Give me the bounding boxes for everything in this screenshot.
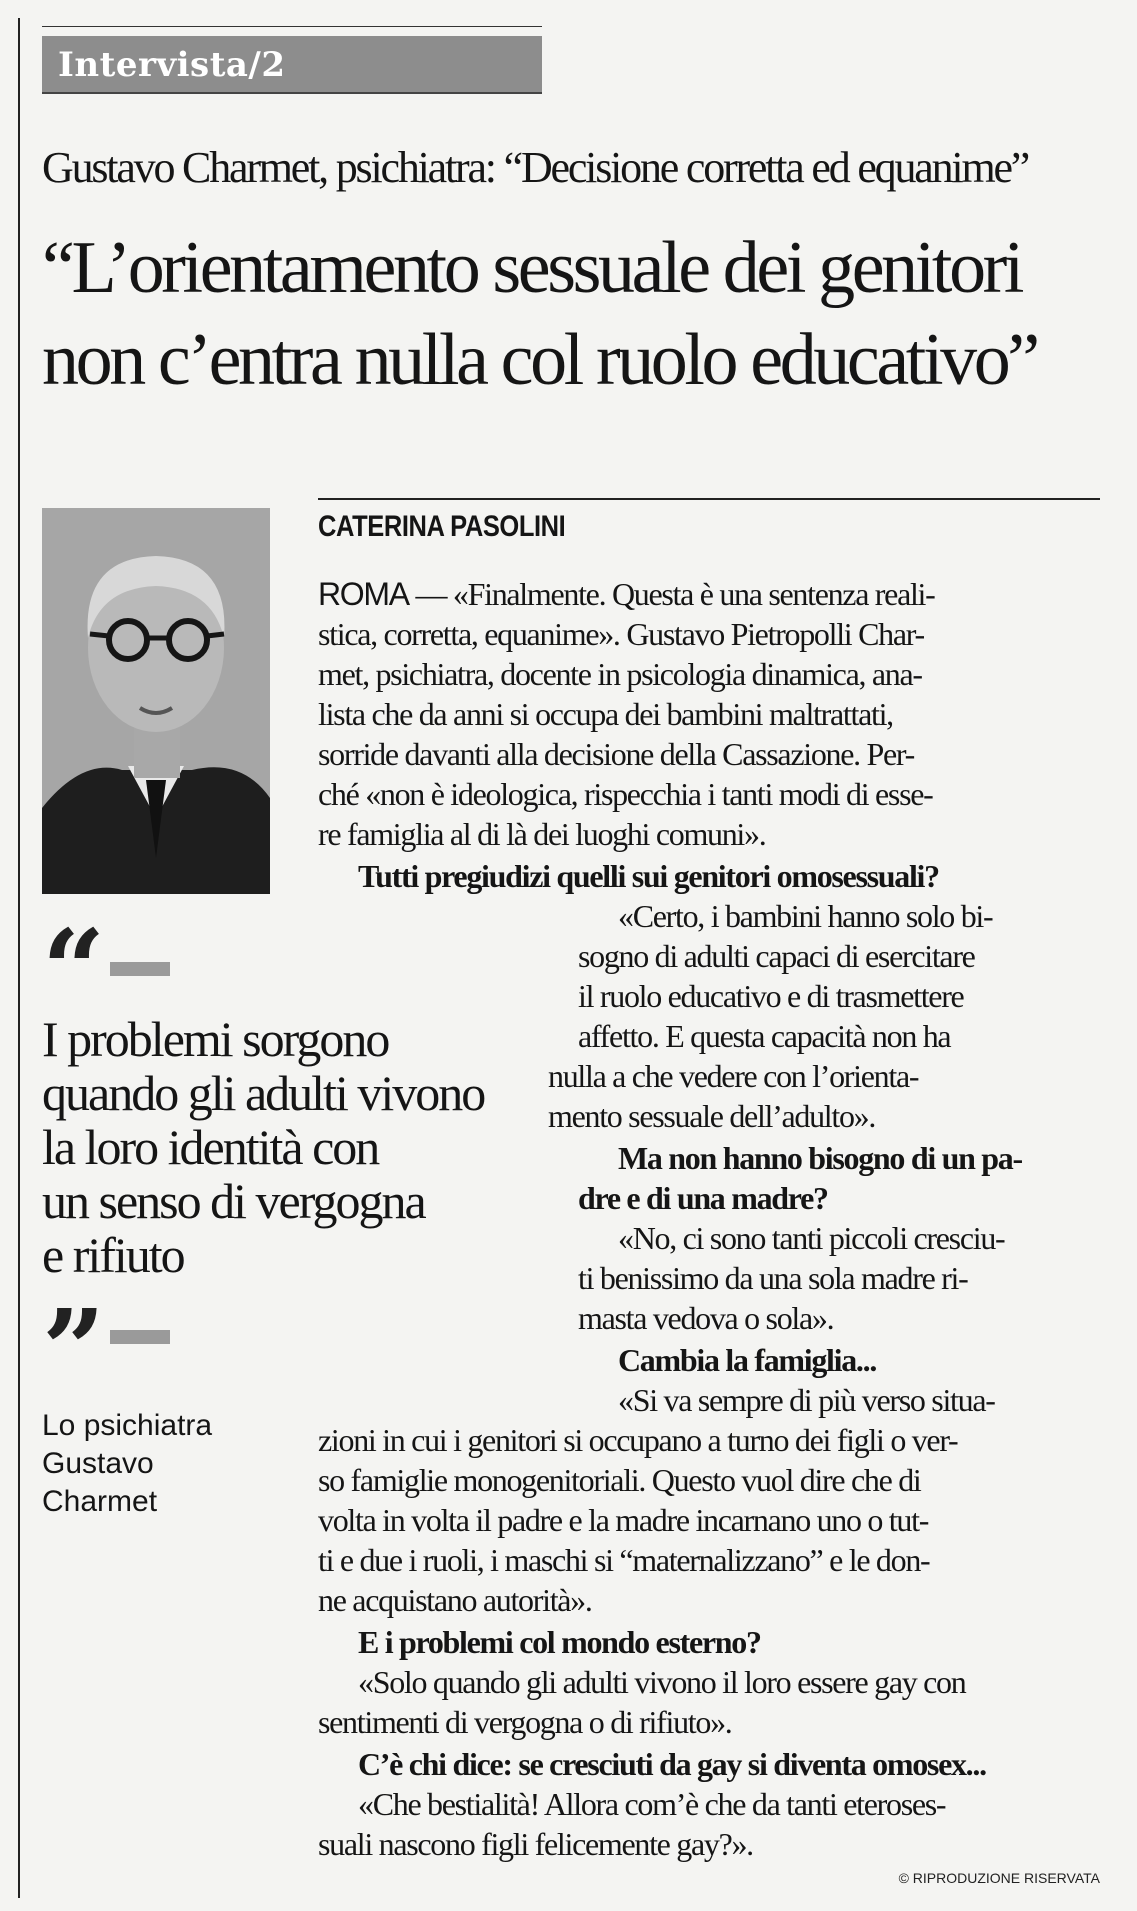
body-line: «Che bestialità! Allora com’è che da tanti eteroses- [358,1786,946,1822]
body-line: sentimenti di vergogna o di rifiuto». [318,1704,732,1740]
subheadline: Gustavo Charmet, psichiatra: “Decisione corretta ed equanime” [42,143,1029,192]
caption-line: Lo psichiatra [42,1409,213,1442]
body-line: masta vedova o sola». [578,1300,834,1336]
interview-question: C’è chi dice: se cresciuti da gay si diventa omosex... [358,1746,986,1782]
interview-question: Ma non hanno bisogno di un pa- [618,1140,1022,1176]
dateline: ROMA [318,576,409,612]
quote-dash [110,1330,170,1344]
open-quote-mark: “ [42,905,106,1034]
body-line: so famiglie monogenitoriali. Questo vuol dire che di [318,1462,921,1498]
body-line: stica, corretta, equanime». Gustavo Pietropolli Char- [318,616,924,652]
copyright-notice: © RIPRODUZIONE RISERVATA [898,1870,1100,1886]
top-rule [42,26,542,27]
byline-rule [318,498,1100,500]
pull-quote-line: I problemi sorgono [42,1011,389,1067]
pull-quote-line: quando gli adulti vivono [42,1065,485,1121]
quote-dash [110,962,170,976]
section-kicker: Intervista/2 [42,36,542,94]
photo-caption [42,1407,282,1521]
pull-quote [42,1012,562,1282]
interview-question: dre e di una madre? [578,1180,828,1216]
body-line: lista che da anni si occupa dei bambini maltrattati, [318,696,893,732]
headline-line: “L’orientamento sessuale dei genitori [42,227,1022,309]
body-line: affetto. E questa capacità non ha [578,1018,951,1054]
body-line: «No, ci sono tanti piccoli cresciu- [618,1220,1005,1256]
body-line: ché «non è ideologica, rispecchia i tanti modi di esse- [318,776,933,812]
body-line: re famiglia al di là dei luoghi comuni». [318,816,766,852]
headline [42,222,1112,406]
headline-line: non c’entra nulla col ruolo educativo” [42,319,1037,401]
pull-quote-line: e rifiuto [42,1227,184,1283]
body-line: ti e due i ruoli, i maschi si “maternalizzano” e le don- [318,1542,930,1578]
pull-quote-line: un senso di vergogna [42,1173,425,1229]
portrait-photo [42,508,270,894]
caption-line: Gustavo [42,1447,154,1480]
body-line: il ruolo educativo e di trasmettere [578,978,964,1014]
interview-question: Tutti pregiudizi quelli sui genitori omosessuali? [358,858,939,894]
body-line: ti benissimo da una sola madre ri- [578,1260,968,1296]
body-line: suali nascono figli felicemente gay?». [318,1826,753,1862]
body-line: met, psichiatra, docente in psicologia dinamica, ana- [318,656,922,692]
body-line: «Solo quando gli adulti vivono il loro essere gay con [358,1664,966,1700]
caption-line: Charmet [42,1485,158,1518]
interview-question: Cambia la famiglia... [618,1342,877,1378]
body-line: zioni in cui i genitori si occupano a turno dei figli o ver- [318,1422,958,1458]
body-line: volta in volta il padre e la madre incarnano uno o tut- [318,1502,929,1538]
body-line: sogno di adulti capaci di esercitare [578,938,975,974]
body-line: «Si va sempre di più verso situa- [618,1382,995,1418]
body-line: nulla a che vedere con l’orienta- [548,1058,919,1094]
close-quote-mark: ” [42,1285,106,1414]
body-line-text: — «Finalmente. Questa è una sentenza reali- [408,576,935,612]
pull-quote-line: la loro identità con [42,1119,379,1175]
body-line [318,574,935,614]
body-line: «Certo, i bambini hanno solo bi- [618,898,993,934]
portrait-illustration [42,508,270,894]
column-rule [18,18,20,1898]
body-line: mento sessuale dell’adulto». [548,1098,876,1134]
body-line: sorride davanti alla decisione della Cassazione. Per- [318,736,914,772]
byline: CATERINA PASOLINI [318,510,566,543]
interview-question: E i problemi col mondo esterno? [358,1624,761,1660]
body-line: ne acquistano autorità». [318,1582,592,1618]
